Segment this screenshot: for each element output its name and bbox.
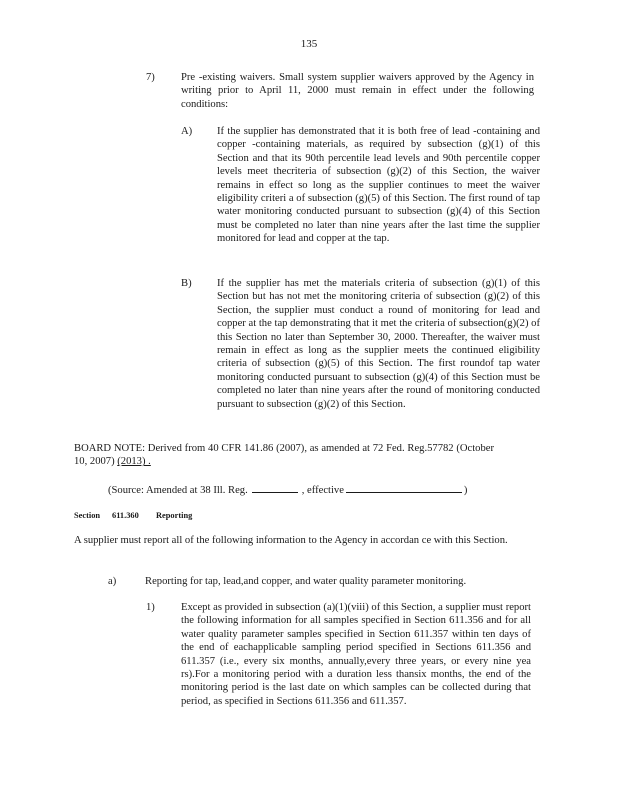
subsection-a-label: a) bbox=[108, 576, 117, 587]
subsection-1-text: Except as provided in subsection (a)(1)(viii) of this Section, a supplier must report the following information for all samples specified in Section 611.356 and for all water quality parameter samples specified in Section 611.357 within ten days of the end of eachapplicable sampling period specified in Sections 611.356 and 611.357 (i.e., every six months, annually,every three years, or every nine yea rs).For a monitoring period with a duration less thansix months, the end of the monitoring period is the last date on which samples can be collected during that period, as specified in Sections 611.356 and 611.357. bbox=[181, 602, 531, 707]
item-a-upper-label: A) bbox=[181, 126, 193, 137]
source-comma: , effective bbox=[301, 485, 344, 496]
board-note bbox=[74, 442, 494, 469]
section-heading bbox=[74, 510, 192, 522]
board-note-text: BOARD NOTE: Derived from 40 CFR 141.86 (2007), as amended at 72 Fed. Reg.57782 (October 10, 2007) bbox=[74, 443, 494, 468]
source-line bbox=[108, 483, 508, 497]
item-7-label: 7) bbox=[146, 72, 155, 83]
section-number: 611.360 bbox=[112, 511, 139, 520]
board-note-inserted: (2013) . bbox=[117, 456, 151, 468]
item-b-upper-label: B) bbox=[181, 278, 192, 289]
section-title: Reporting bbox=[156, 511, 193, 520]
item-7-text: Pre -existing waivers. Small system supplier waivers approved by the Agency in writing prior to April 11, 2000 must remain in effect under the following conditions: bbox=[181, 72, 534, 110]
section-label: Section bbox=[74, 511, 101, 520]
page-number: 135 bbox=[300, 38, 318, 50]
item-b-upper-text: If the supplier has met the materials criteria of subsection (g)(1) of this Section but has not met the monitoring criteria of subsection (g)(2) of this Section, the supplier must conduct a round of monitoring for lead and copper at the tap demonstrating that it met the criteria of subsection(g)(2) of this Section no later than September 30, 2000. Thereafter, the waiver must remain in effect as long as the supplier meets the continued eligibility criteria of subsection (g)(5) of this Section. The first roundof tap water monitoring conducted pursuant to subsection (g)(4) of this Section must be completed no later than nine years after the round of monitoring conducted pursuant to subsection (g)(2) of this Section. bbox=[217, 278, 540, 410]
item-a-upper-text: If the supplier has demonstrated that it is both free of lead -containing and copper -containing materials, as required by subsection (g)(1) of this Section and that its 90th percentile lead levels and 90th percentile copper levels meet thecriteria of subsection (g)(2) of this Section, the waiver remains in effect so long as the supplier continues to meet the waiver eligibility criteri a of subsection (g)(5) of this Section. The first round of tap water monitoring conducted pursuant to subsection (g)(4) of this Section must be completed no later than nine years after the last time the supplier monitored for lead and copper at the tap. bbox=[217, 126, 540, 245]
effective-date-blank bbox=[346, 483, 462, 493]
subsection-a-text: Reporting for tap, lead,and copper, and water quality parameter monitoring. bbox=[145, 576, 467, 587]
subsection-1-label: 1) bbox=[146, 602, 155, 613]
register-blank bbox=[252, 483, 298, 493]
source-close: ) bbox=[463, 485, 468, 496]
intro-paragraph: A supplier must report all of the following information to the Agency in accordan ce with this Section. bbox=[74, 535, 508, 546]
source-open: (Source: Amended at 38 Ill. Reg. bbox=[108, 485, 248, 496]
